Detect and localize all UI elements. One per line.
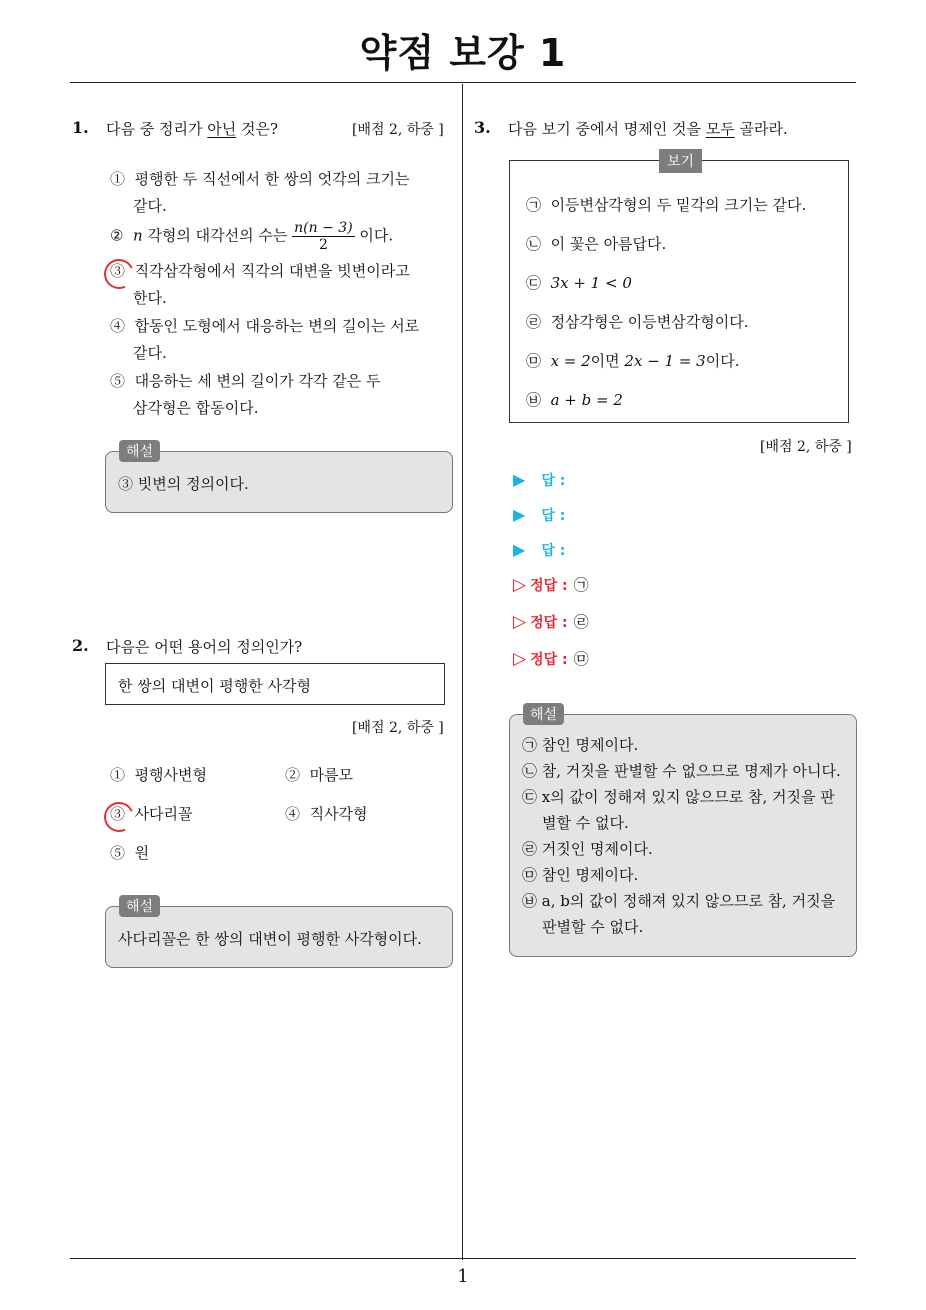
bogi-tag: 보기 (659, 149, 702, 173)
answer-line-2[interactable]: ▶ 답 : (513, 505, 566, 524)
explanation-text: 사다리꼴은 한 쌍의 대변이 평행한 사각형이다. (118, 930, 422, 948)
choice-2[interactable]: ② n 각형의 대각선의 수는 $\frac{n(n - 3)}{2}$ 이다. (110, 220, 394, 253)
question-number: 3. (474, 118, 491, 137)
explanation-line: ㉡ 참, 거짓을 판별할 수 없으므로 명제가 아니다. (522, 762, 841, 780)
bogi-item-3: ㉢ 3x + 1 < 0 (526, 274, 632, 292)
explanation-line: ㉢ x의 값이 정해져 있지 않으므로 참, 거짓을 판 (522, 788, 835, 806)
correct-answer-1: ▷ 정답 : ㉠ (513, 575, 589, 595)
explanation-tag: 해설 (119, 895, 160, 917)
points-label: [배점 2, 하중 ] (352, 122, 444, 138)
choice-1[interactable]: ① 평행사변형 (110, 766, 208, 784)
bottom-rule (70, 1258, 856, 1259)
explanation-line: 별할 수 없다. (542, 814, 629, 832)
explanation-line: ㉣ 거짓인 명제이다. (522, 840, 653, 858)
choice-2[interactable]: ② 마름모 (285, 766, 354, 784)
question-text: 다음은 어떤 용어의 정의인가? (106, 638, 303, 656)
explanation-line: ㉠ 참인 명제이다. (522, 736, 639, 754)
bogi-item-6: ㉥ a + b = 2 (526, 391, 623, 409)
question-number: 1. (72, 118, 89, 137)
correct-answer-3: ▷ 정답 : ㉤ (513, 649, 589, 669)
fraction: $\frac{n(n - 3)}{2}$ (294, 220, 353, 253)
bogi-box (509, 160, 849, 423)
correct-answer-2: ▷ 정답 : ㉣ (513, 612, 589, 632)
question-text: 다음 보기 중에서 명제인 것을 모두 골라라. (508, 120, 788, 138)
column-divider (462, 84, 463, 1260)
choice-3[interactable]: ③ 직각삼각형에서 직각의 대변을 빗변이라고 한다. (110, 262, 410, 307)
question-number: 2. (72, 636, 89, 655)
explanation-tag: 해설 (119, 440, 160, 462)
explanation-line: ㉥ a, b의 값이 정해져 있지 않으므로 참, 거짓을 (522, 892, 836, 910)
points-label: [배점 2, 하중 ] (352, 720, 444, 736)
explanation-line: ㉤ 참인 명제이다. (522, 866, 639, 884)
choice-4[interactable]: ④ 합동인 도형에서 대응하는 변의 길이는 서로 같다. (110, 317, 420, 362)
bogi-item-5: ㉤ x = 2이면 2x − 1 = 3이다. (526, 352, 740, 370)
page-number: 1 (457, 1266, 469, 1287)
explanation-box (509, 714, 857, 957)
bogi-item-2: ㉡ 이 꽃은 아름답다. (526, 235, 667, 253)
choice-5[interactable]: ⑤ 원 (110, 844, 150, 862)
explanation-text: ③ 빗변의 정의이다. (118, 475, 249, 493)
definition-box (105, 663, 445, 705)
explanation-tag: 해설 (523, 703, 564, 725)
choice-3[interactable]: ③ 사다리꼴 (110, 805, 193, 823)
bogi-item-1: ㉠ 이등변삼각형의 두 밑각의 크기는 같다. (526, 196, 807, 214)
top-rule (70, 82, 856, 83)
page-title: 약점 보강 1 (359, 31, 567, 75)
bogi-item-4: ㉣ 정삼각형은 이등변삼각형이다. (526, 313, 749, 331)
answer-line-1[interactable]: ▶ 답 : (513, 470, 566, 489)
choice-5[interactable]: ⑤ 대응하는 세 변의 길이가 각각 같은 두 삼각형은 합동이다. (110, 372, 381, 417)
question-text: 다음 중 정리가 아닌 것은? (106, 120, 279, 138)
explanation-line: 판별할 수 없다. (542, 918, 644, 936)
points-label: [배점 2, 하중 ] (760, 439, 852, 455)
choice-4[interactable]: ④ 직사각형 (285, 805, 368, 823)
answer-line-3[interactable]: ▶ 답 : (513, 540, 566, 559)
explanation-lines (522, 732, 841, 940)
choice-1[interactable]: ① 평행한 두 직선에서 한 쌍의 엇각의 크기는 같다. (110, 170, 410, 215)
definition-text: 한 쌍의 대변이 평행한 사각형 (118, 677, 311, 695)
